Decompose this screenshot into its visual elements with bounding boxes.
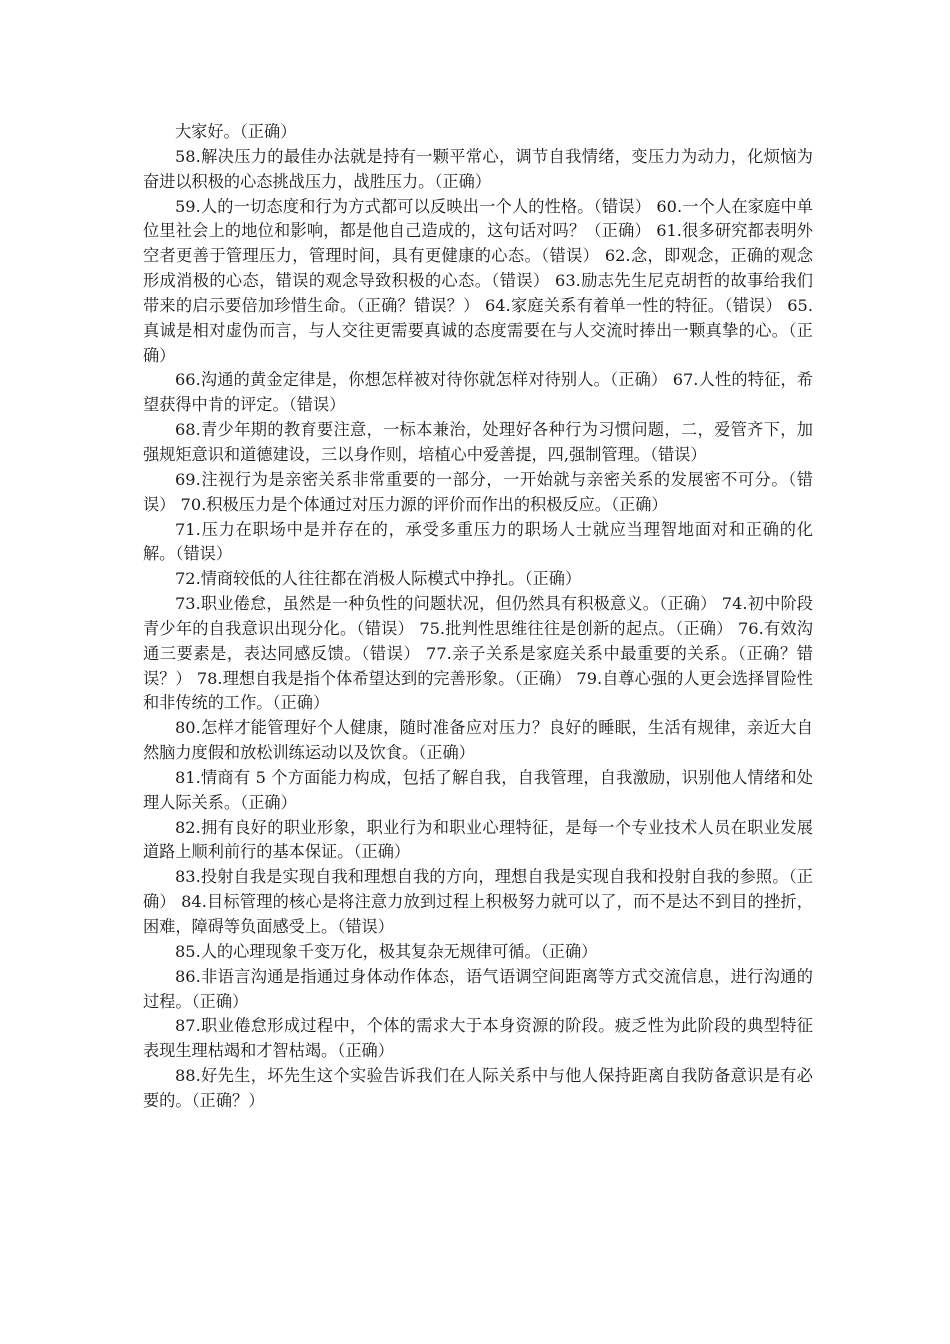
paragraph-68: 68.青少年期的教育要注意，一标本兼治，处理好各种行为习惯问题，二，爱管齐下，加强规矩意识和道德建设，三以身作则，培植心中爱善提，四,强制管理。（错误） [143, 420, 813, 464]
paragraph-73-79: 73.职业倦怠，虽然是一种负性的问题状况，但仍然具有积极意义。（正确） 74.初中阶段青少年的自我意识出现分化。（错误） 75.批判性思维往往是创新的起点。（正确） 76.有效沟通三要素是，表达同感反馈。（错误） 77.亲子关系是家庭关系中最重要的关系。（正确？错误？） 78.理想自我是指个体希望达到的完善形象。（正确） 79.自尊心强的人更会选择冒险性和非传统的工作。（正确） [143, 594, 813, 713]
paragraph-85: 85.人的心理现象千变万化，极其复杂无规律可循。（正确） [175, 941, 598, 961]
paragraph-69-70: 69.注视行为是亲密关系非常重要的一部分，一开始就与亲密关系的发展密不可分。（错误） 70.积极压力是个体通过对压力源的评价而作出的积极反应。（正确） [143, 469, 813, 514]
paragraph-86: 86.非语言沟通是指通过身体动作体态，语气语调空间距离等方式交流信息，进行沟通的过程。（正确） [143, 966, 813, 1011]
document-page [143, 120, 813, 1114]
paragraph-59-65: 59.人的一切态度和行为方式都可以反映出一个人的性格。（错误） 60.一个人在家庭中单位里社会上的地位和影响，都是他自己造成的，这句话对吗？（正确） 61.很多研究都表明外空者更善于管理压力，管理时间，具有更健康的心态。（错误） 62.念，即观念，正确的观念形成消极的心态，错误的观念导致积极的心态。（错误） 63.励志先生尼克胡哲的故事给我们带来的启示要倍加珍惜生命。（正确？错误？） 64.家庭关系有着单一性的特征。（错误） 65.真诚是相对虚伪而言，与人交往更需要真诚的态度需要在与人交流时捧出一颗真挚的心。（正确） [143, 196, 813, 365]
paragraph-58: 58.解决压力的最佳办法就是持有一颗平常心，调节自我情绪，变压力为动力，化烦恼为奋进以积极的心态挑战压力，战胜压力。（正确） [143, 146, 813, 191]
paragraph-82: 82.拥有良好的职业形象，职业行为和职业心理特征，是每一个专业技术人员在职业发展道路上顺利前行的基本保证。（正确） [143, 817, 813, 862]
paragraph-81: 81.情商有 5 个方面能力构成，包括了解自我，自我管理，自我激励，识别他人情绪和处理人际关系。（正确） [143, 767, 813, 812]
paragraph-88: 88.好先生，坏先生这个实验告诉我们在人际关系中与他人保持距离自我防备意识是有必要的。（正确？） [143, 1066, 813, 1110]
paragraph-0: 大家好。（正确） [175, 122, 297, 141]
paragraph-87: 87.职业倦怠形成过程中，个体的需求大于本身资源的阶段。疲乏性为此阶段的典型特征表现生理枯竭和才智枯竭。（正确） [143, 1016, 813, 1061]
paragraph-66-67: 66.沟通的黄金定律是，你想怎样被对待你就怎样对待别人。（正确） 67.人性的特征，希望获得中肯的评定。（错误） [143, 370, 813, 415]
paragraph-72: 72.情商较低的人往往都在消极人际模式中挣扎。（正确） [175, 569, 582, 589]
paragraph-83-84: 83.投射自我是实现自我和理想自我的方向，理想自我是实现自我和投射自我的参照。（正确） 84.目标管理的核心是将注意力放到过程上积极努力就可以了，而不是达不到目的挫折，困难，障碍等负面感受上。（错误） [143, 867, 813, 936]
paragraph-71: 71.压力在职场中是并存在的，承受多重压力的职场人士就应当理智地面对和正确的化解。（错误） [143, 519, 813, 564]
paragraph-80: 80.怎样才能管理好个人健康，随时准备应对压力？良好的睡眠，生活有规律，亲近大自然脑力度假和放松训练运动以及饮食。（正确） [143, 718, 813, 763]
